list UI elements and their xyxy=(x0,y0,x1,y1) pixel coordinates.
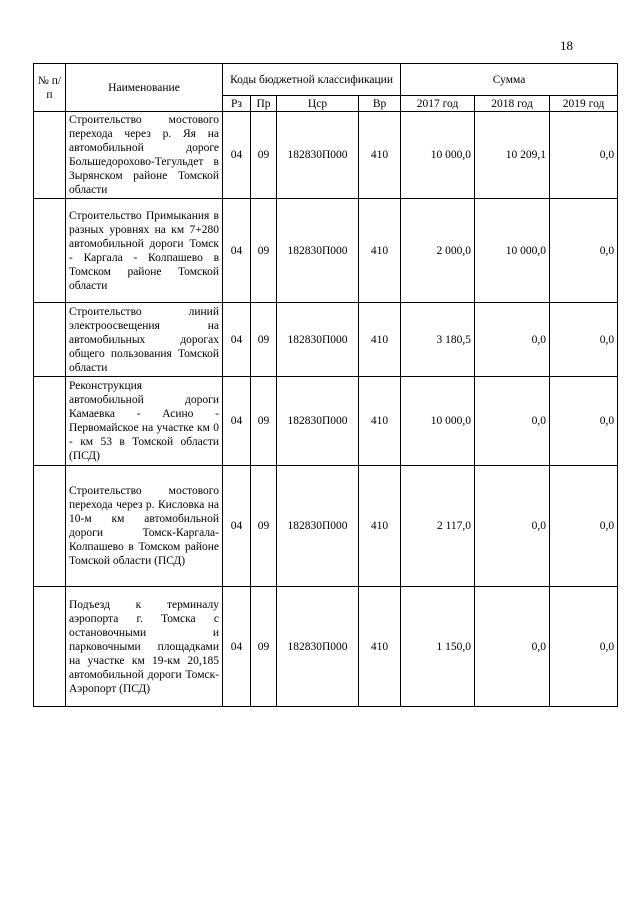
row-pr: 09 xyxy=(251,112,277,199)
budget-table xyxy=(33,63,618,707)
row-sum-2019: 0,0 xyxy=(550,377,618,466)
row-pr: 09 xyxy=(251,466,277,587)
table-row xyxy=(34,466,618,587)
row-vr: 410 xyxy=(359,466,401,587)
row-csr: 182830П000 xyxy=(277,199,359,303)
row-csr: 182830П000 xyxy=(277,303,359,377)
row-name: Строительство линий электроосвещения на автомобильных дорогах общего пользования Томской области xyxy=(66,303,223,377)
header-csr: Цср xyxy=(277,96,359,112)
row-sum-2017: 10 000,0 xyxy=(401,112,475,199)
header-vr: Вр xyxy=(359,96,401,112)
row-pr: 09 xyxy=(251,377,277,466)
header-sum-group: Сумма xyxy=(401,64,618,96)
row-num xyxy=(34,112,66,199)
row-csr: 182830П000 xyxy=(277,466,359,587)
row-sum-2019: 0,0 xyxy=(550,112,618,199)
header-2018: 2018 год xyxy=(475,96,550,112)
table-row xyxy=(34,199,618,303)
row-rz: 04 xyxy=(223,587,251,707)
row-pr: 09 xyxy=(251,199,277,303)
row-num xyxy=(34,303,66,377)
row-sum-2018: 10 209,1 xyxy=(475,112,550,199)
row-name: Реконструкция автомобильной дороги Камаевка - Асино - Первомайское на участке км 0 - км 53 в Томской области (ПСД) xyxy=(66,377,223,466)
header-pr: Пр xyxy=(251,96,277,112)
page-number: 18 xyxy=(560,38,573,53)
row-vr: 410 xyxy=(359,587,401,707)
row-vr: 410 xyxy=(359,199,401,303)
row-sum-2018: 0,0 xyxy=(475,587,550,707)
row-rz: 04 xyxy=(223,377,251,466)
row-name: Строительство мостового перехода через р. Яя на автомобильной дороге Большедорохово-Тегульдет в Зырянском районе Томской области xyxy=(66,112,223,199)
row-sum-2019: 0,0 xyxy=(550,466,618,587)
row-num xyxy=(34,466,66,587)
row-name: Подъезд к терминалу аэропорта г. Томска с остановочными и парковочными площадками на участке км 19-км 20,185 автомобильной дороги Томск-Аэропорт (ПСД) xyxy=(66,587,223,707)
row-sum-2017: 1 150,0 xyxy=(401,587,475,707)
row-vr: 410 xyxy=(359,377,401,466)
row-sum-2019: 0,0 xyxy=(550,199,618,303)
row-sum-2019: 0,0 xyxy=(550,303,618,377)
table-row xyxy=(34,587,618,707)
row-sum-2017: 2 117,0 xyxy=(401,466,475,587)
row-csr: 182830П000 xyxy=(277,112,359,199)
row-num xyxy=(34,377,66,466)
row-rz: 04 xyxy=(223,199,251,303)
row-sum-2018: 0,0 xyxy=(475,377,550,466)
row-sum-2018: 10 000,0 xyxy=(475,199,550,303)
row-csr: 182830П000 xyxy=(277,587,359,707)
row-vr: 410 xyxy=(359,303,401,377)
header-rz: Рз xyxy=(223,96,251,112)
header-name: Наименование xyxy=(66,64,223,112)
row-csr: 182830П000 xyxy=(277,377,359,466)
row-vr: 410 xyxy=(359,112,401,199)
row-pr: 09 xyxy=(251,587,277,707)
header-2019: 2019 год xyxy=(550,96,618,112)
row-pr: 09 xyxy=(251,303,277,377)
row-sum-2018: 0,0 xyxy=(475,466,550,587)
row-sum-2018: 0,0 xyxy=(475,303,550,377)
table-row xyxy=(34,112,618,199)
row-num xyxy=(34,199,66,303)
row-rz: 04 xyxy=(223,303,251,377)
row-sum-2017: 10 000,0 xyxy=(401,377,475,466)
row-sum-2017: 2 000,0 xyxy=(401,199,475,303)
header-num: № п/п xyxy=(34,64,66,112)
row-name: Строительство мостового перехода через р. Кисловка на 10-м км автомобильной дороги Томск-Каргала-Колпашево в Томском районе Томской области (ПСД) xyxy=(66,466,223,587)
row-sum-2019: 0,0 xyxy=(550,587,618,707)
row-rz: 04 xyxy=(223,112,251,199)
table-row xyxy=(34,377,618,466)
row-num xyxy=(34,587,66,707)
row-name: Строительство Примыкания в разных уровнях на км 7+280 автомобильной дороги Томск - Каргала - Колпашево в Томском районе Томской области xyxy=(66,199,223,303)
header-2017: 2017 год xyxy=(401,96,475,112)
row-sum-2017: 3 180,5 xyxy=(401,303,475,377)
table-row xyxy=(34,303,618,377)
header-codes-group: Коды бюджетной классификации xyxy=(223,64,401,96)
row-rz: 04 xyxy=(223,466,251,587)
